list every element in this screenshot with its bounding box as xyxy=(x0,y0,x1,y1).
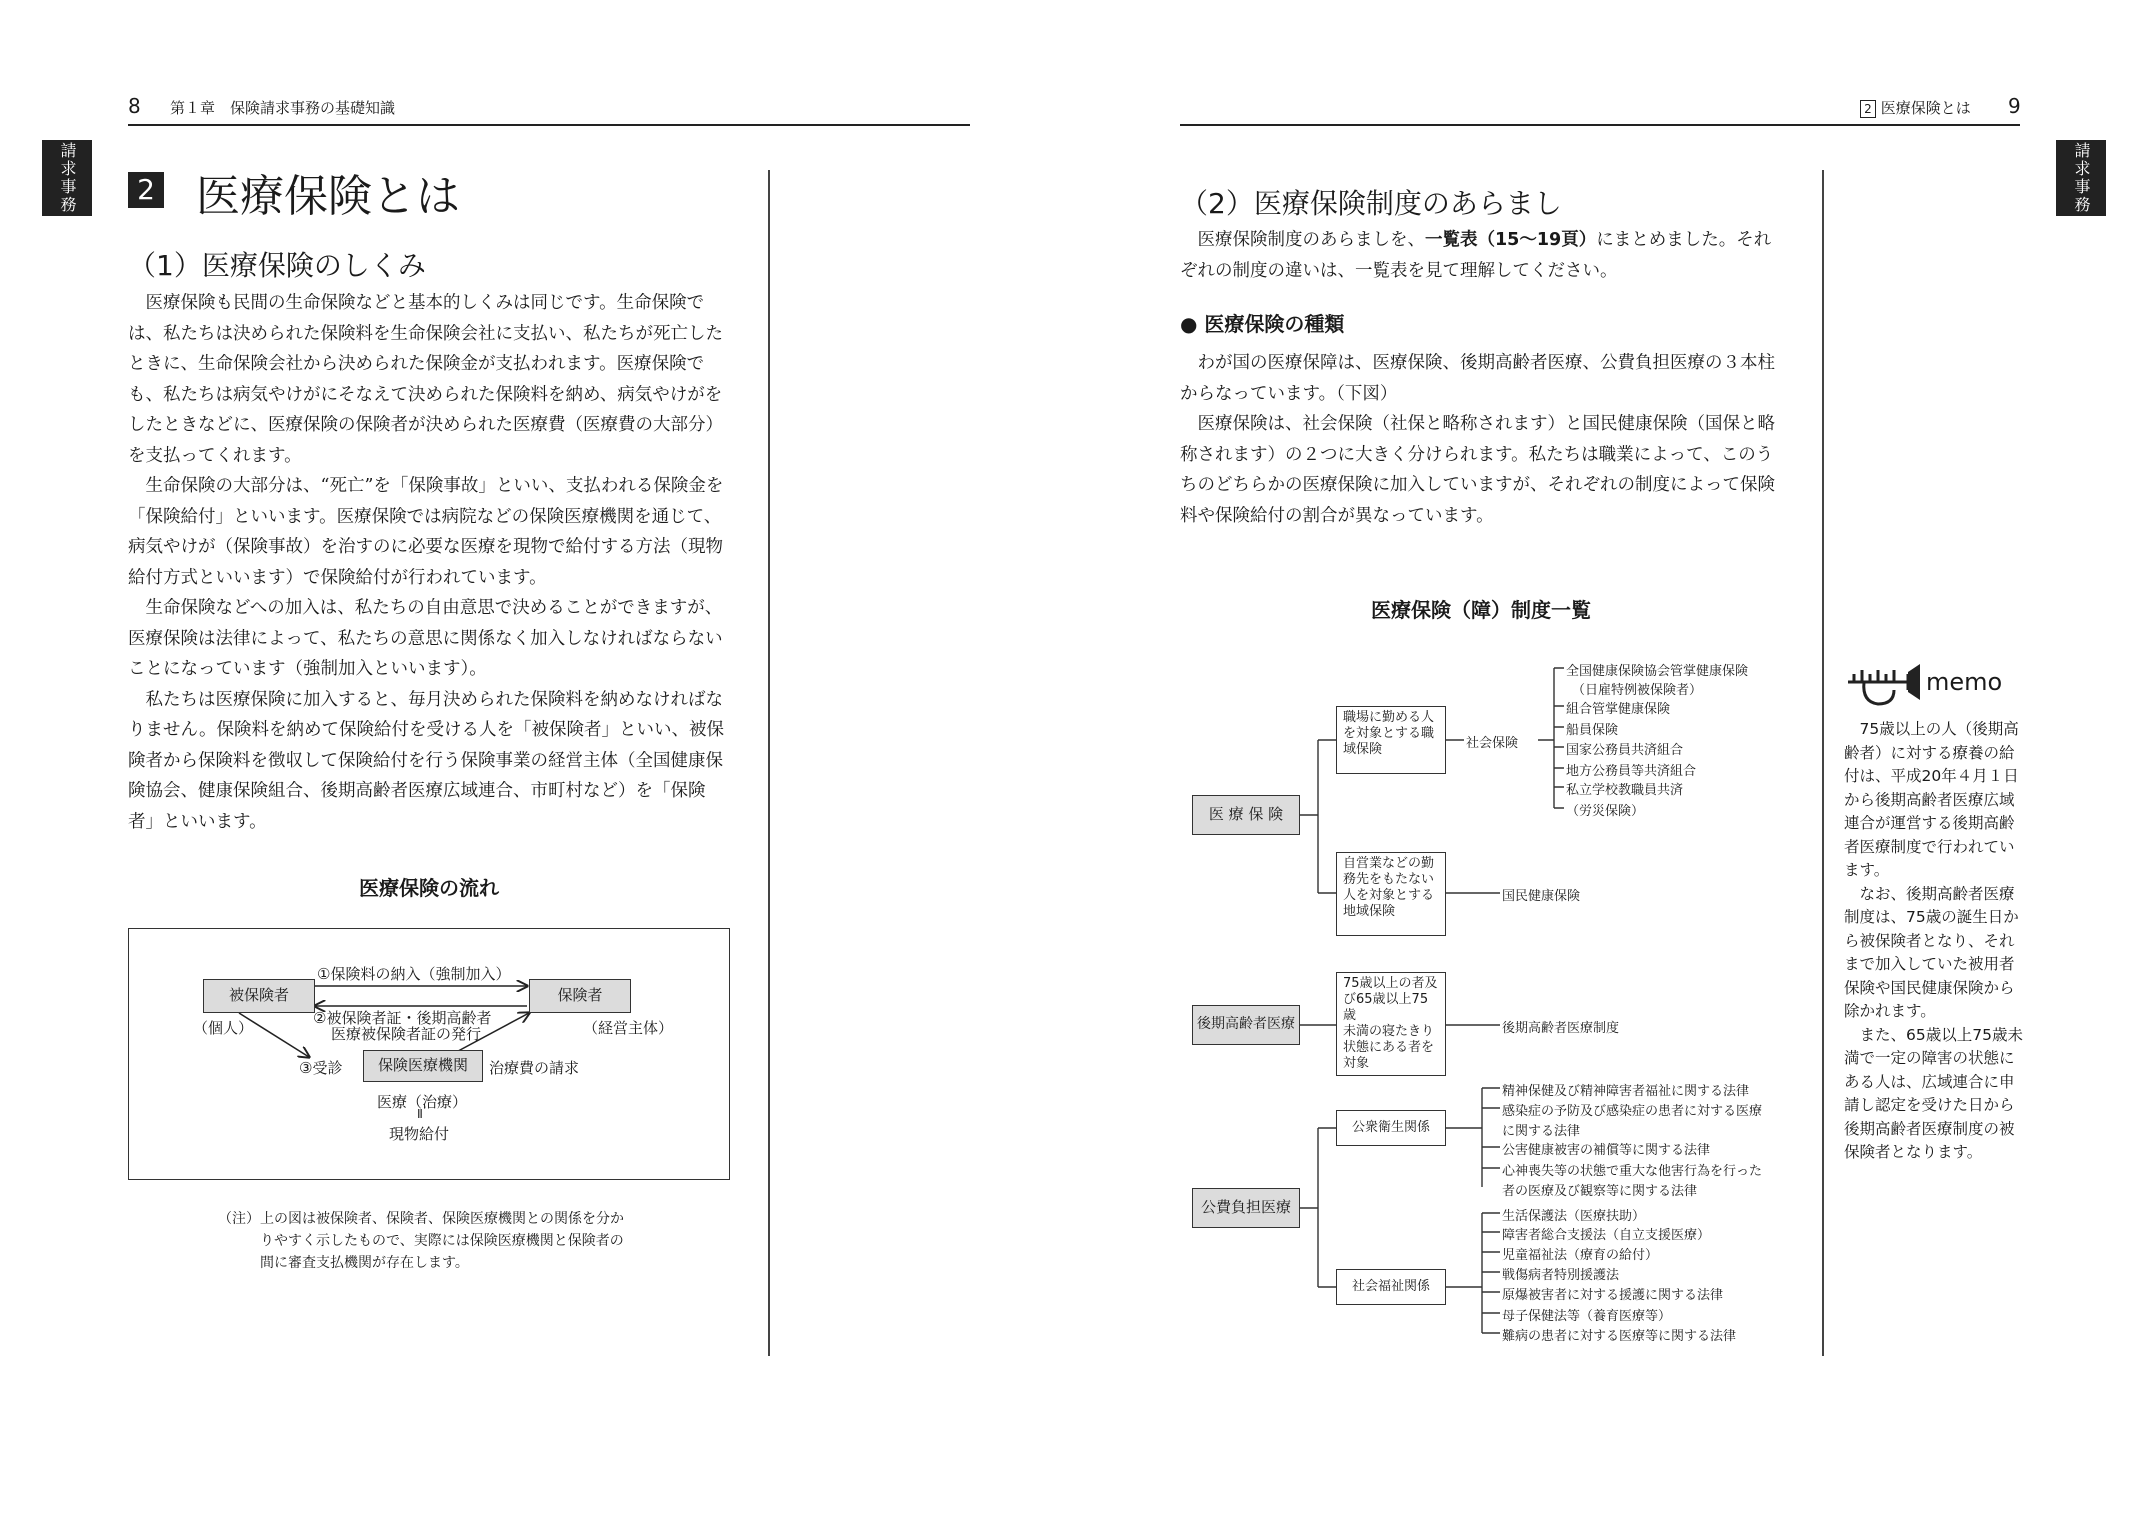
public-health-item: 感染症の予防及び感染症の患者に対する医療 xyxy=(1502,1104,1763,1119)
social-item: 国家公務員共済組合 xyxy=(1566,743,1684,758)
social-insurance-label: 社会保険 xyxy=(1464,732,1520,751)
memo-paragraph: なお、後期高齢者医療制度は、75歳の誕生日から被保険者となり、それまで加入していた被用者保険や国民健康保険から除かれます。 xyxy=(1844,884,2019,1020)
self-employed-box xyxy=(1336,852,1446,936)
welfare-item: 原爆被害者に対する援護に関する法律 xyxy=(1502,1288,1724,1303)
left-running-head: 第１章 保険請求事務の基礎知識 xyxy=(170,99,396,117)
medical-label: 医療（治療） xyxy=(377,1093,468,1111)
intro-paragraph xyxy=(1180,225,1782,286)
flow-note xyxy=(218,1208,624,1274)
left-page-number: 8 xyxy=(128,94,141,118)
subsection-title-left: （1）医療保険のしくみ xyxy=(128,249,426,282)
public-health-box: 公衆衛生関係 xyxy=(1336,1110,1446,1146)
paragraph: 生命保険などへの加入は、私たちの自由意思で決めることができますが、医療保険は法律によって、私たちの意思に関係なく加入しなければならないことになっています（強制加入といいます）。 xyxy=(128,598,723,679)
left-column-rule xyxy=(768,170,770,1356)
welfare-item: 難病の患者に対する医療等に関する法律 xyxy=(1502,1329,1737,1344)
intro-a: 医療保険制度のあらましを、 xyxy=(1197,230,1425,250)
welfare-item: 戦傷病者特別援護法 xyxy=(1502,1268,1620,1283)
box-line: び65歳以上75歳 xyxy=(1343,992,1429,1023)
box-line: 未満の寝たきり xyxy=(1343,1024,1435,1039)
insurer-box: 保険者 xyxy=(529,979,631,1013)
welfare-item: 児童福祉法（療育の給付） xyxy=(1502,1248,1659,1263)
subsection-title-right: （2）医療保険制度のあらまし xyxy=(1180,187,1562,220)
arrow2-label-1: ②被保険者証・後期高齢者 xyxy=(313,1009,492,1027)
note-line: りやすく示したもので、実際には保険医療機関と保険者の xyxy=(260,1233,624,1249)
social-item: 全国健康保険協会管掌健康保険 xyxy=(1566,664,1749,679)
intro-b: にまとめました。それぞれの制度の違いは、一覧表を見て理解してください。 xyxy=(1180,230,1772,281)
running-head-box: 2 xyxy=(1860,100,1876,118)
right-running-head xyxy=(1860,97,1971,118)
left-side-tab: 請求事務 xyxy=(42,140,92,216)
social-item: 船員保険 xyxy=(1566,723,1619,738)
memo-paragraph: 75歳以上の人（後期高齢者）に対する療養の給付は、平成20年４月１日から後期高齢者医療広域連合が運営する後期高齢者医療制度で行われています。 xyxy=(1844,720,2019,879)
claim-label: 治療費の請求 xyxy=(489,1059,580,1077)
medical-insurance-box: 医 療 保 険 xyxy=(1192,795,1300,835)
public-health-item: 公害健康被害の補償等に関する法律 xyxy=(1502,1143,1711,1158)
box-line: を対象とする職 xyxy=(1343,726,1435,741)
elderly-system-label: 後期高齢者医療制度 xyxy=(1502,1021,1620,1036)
left-header-rule xyxy=(128,124,970,126)
note-line: 間に審査支払機関が存在します。 xyxy=(260,1255,469,1271)
section-number-badge: 2 xyxy=(128,172,164,208)
welfare-item: 障害者総合支援法（自立支援医療） xyxy=(1502,1228,1711,1243)
memo-body xyxy=(1844,718,2024,1165)
kinds-heading: ● 医療保険の種類 xyxy=(1180,312,1345,336)
social-item: 地方公務員等共済組合 xyxy=(1566,764,1697,779)
memo-paragraph: また、65歳以上75歳未満で一定の障害の状態にある人は、広域連合に申請し認定を受けた日から後期高齢者医療制度の被保険者となります。 xyxy=(1844,1025,2023,1161)
note-line: （注）上の図は被保険者、保険者、保険医療機関との関係を分か xyxy=(218,1211,624,1227)
box-line: 地域保険 xyxy=(1343,904,1396,919)
institution-box: 保険医療機関 xyxy=(363,1050,483,1082)
insured-sub: （個人） xyxy=(193,1019,254,1037)
paragraph: 私たちは医療保険に加入すると、毎月決められた保険料を納めなければなりません。保険料を納めて保険給付を受ける人を「被保険者」といい、被保険者から保険料を徴収して保険給付を行う保険事業の経営主体（全国健康保険協会、健康保険組合、後期高齢者医療広域連合、市町村など）を「保険者」といいます。 xyxy=(128,689,725,832)
box-line: 対象 xyxy=(1343,1056,1370,1071)
employee-insurance-box xyxy=(1336,706,1446,774)
box-line: 75歳以上の者及 xyxy=(1343,976,1438,991)
insured-box: 被保険者 xyxy=(203,979,315,1013)
social-item: （労災保険） xyxy=(1566,804,1645,819)
equals-mark: Ⅱ xyxy=(417,1107,423,1121)
chart-title: 医療保険（障）制度一覧 xyxy=(1371,598,1591,622)
box-line: 状態にある者を xyxy=(1343,1040,1435,1055)
social-welfare-box: 社会福祉関係 xyxy=(1336,1269,1446,1305)
paragraph: わが国の医療保障は、医療保険、後期高齢者医療、公費負担医療の３本柱からなっています。（下図） xyxy=(1180,353,1775,404)
left-body-text xyxy=(128,288,730,837)
welfare-item: 生活保護法（医療扶助） xyxy=(1502,1209,1646,1224)
paragraph: 医療保険は、社会保険（社保と略称されます）と国民健康保険（国保と略称されます）の２つに大きく分けられます。私たちは職業によって、このうちのどちらかの医療保険に加入していますが、それぞれの制度によって保険料や保険給付の割合が異なっています。 xyxy=(1180,414,1775,526)
arrow2-label-2: 医療被保険者証の発行 xyxy=(331,1025,482,1043)
right-intro xyxy=(1180,225,1782,286)
public-health-item: 精神保健及び精神障害者福祉に関する法律 xyxy=(1502,1084,1750,1099)
welfare-item: 母子保健法等（養育医療等） xyxy=(1502,1309,1672,1324)
social-item: （日雇特例被保険者） xyxy=(1572,683,1703,698)
elderly-medical-box: 後期高齢者医療 xyxy=(1192,1005,1300,1045)
box-line: 自営業などの勤 xyxy=(1343,856,1435,871)
arrow1-label: ①保険料の納入（強制加入） xyxy=(317,965,511,983)
box-line: 務先をもたない xyxy=(1343,872,1435,887)
paragraph: 生命保険の大部分は、“死亡”を「保険事故」といい、支払われる保険金を「保険給付」といいます。医療保険では病院などの保険医療機関を通じて、病気やけが（保険事故）を治すのに必要な医療を現物で給付する方法（現物給付方式といいます）で保険給付が行われています。 xyxy=(128,476,724,588)
right-side-tab: 請求事務 xyxy=(2056,140,2106,216)
running-head-text: 医療保険とは xyxy=(1880,99,1971,117)
box-line: 職場に勤める人 xyxy=(1343,710,1435,725)
arrow3-label: ③受診 xyxy=(299,1059,343,1077)
memo-header xyxy=(1844,660,2024,716)
public-health-item: 者の医療及び観察等に関する法律 xyxy=(1502,1184,1698,1199)
flow-diagram xyxy=(128,928,730,1180)
right-page-number: 9 xyxy=(2008,94,2021,118)
right-column-rule xyxy=(1822,170,1824,1356)
insurer-sub: （経営主体） xyxy=(583,1019,674,1037)
national-insurance-label: 国民健康保険 xyxy=(1502,889,1581,904)
flow-title: 医療保険の流れ xyxy=(359,876,499,900)
elderly-target-box xyxy=(1336,972,1446,1076)
social-item: 私立学校教職員共済 xyxy=(1566,783,1684,798)
box-line: 人を対象とする xyxy=(1343,888,1435,903)
public-health-item: 心神喪失等の状態で重大な他害行為を行った xyxy=(1502,1164,1763,1179)
social-item: 組合管掌健康保険 xyxy=(1566,702,1671,717)
right-body-text xyxy=(1180,348,1782,531)
public-health-item: に関する法律 xyxy=(1502,1124,1581,1139)
section-title: 医療保険とは xyxy=(196,171,460,222)
memo-label: memo xyxy=(1926,668,2003,696)
intro-bold: 一覧表（15〜19頁） xyxy=(1425,230,1597,250)
right-header-rule xyxy=(1180,124,2020,126)
trumpet-icon xyxy=(1844,660,1924,716)
paragraph: 医療保険も民間の生命保険などと基本的しくみは同じです。生命保険では、私たちは決められた保険料を生命保険会社に支払い、私たちが死亡したときに、生命保険会社から決められた保険金が支払われます。医療保険でも、私たちは病気やけがにそなえて決められた保険料を納め、病気やけがをしたときなどに、医療保険の保険者が決められた医療費（医療費の大部分）を支払ってくれます。 xyxy=(128,293,723,466)
in-kind-label: 現物給付 xyxy=(389,1125,450,1143)
box-line: 域保険 xyxy=(1343,742,1383,757)
public-expense-box: 公費負担医療 xyxy=(1192,1188,1300,1228)
